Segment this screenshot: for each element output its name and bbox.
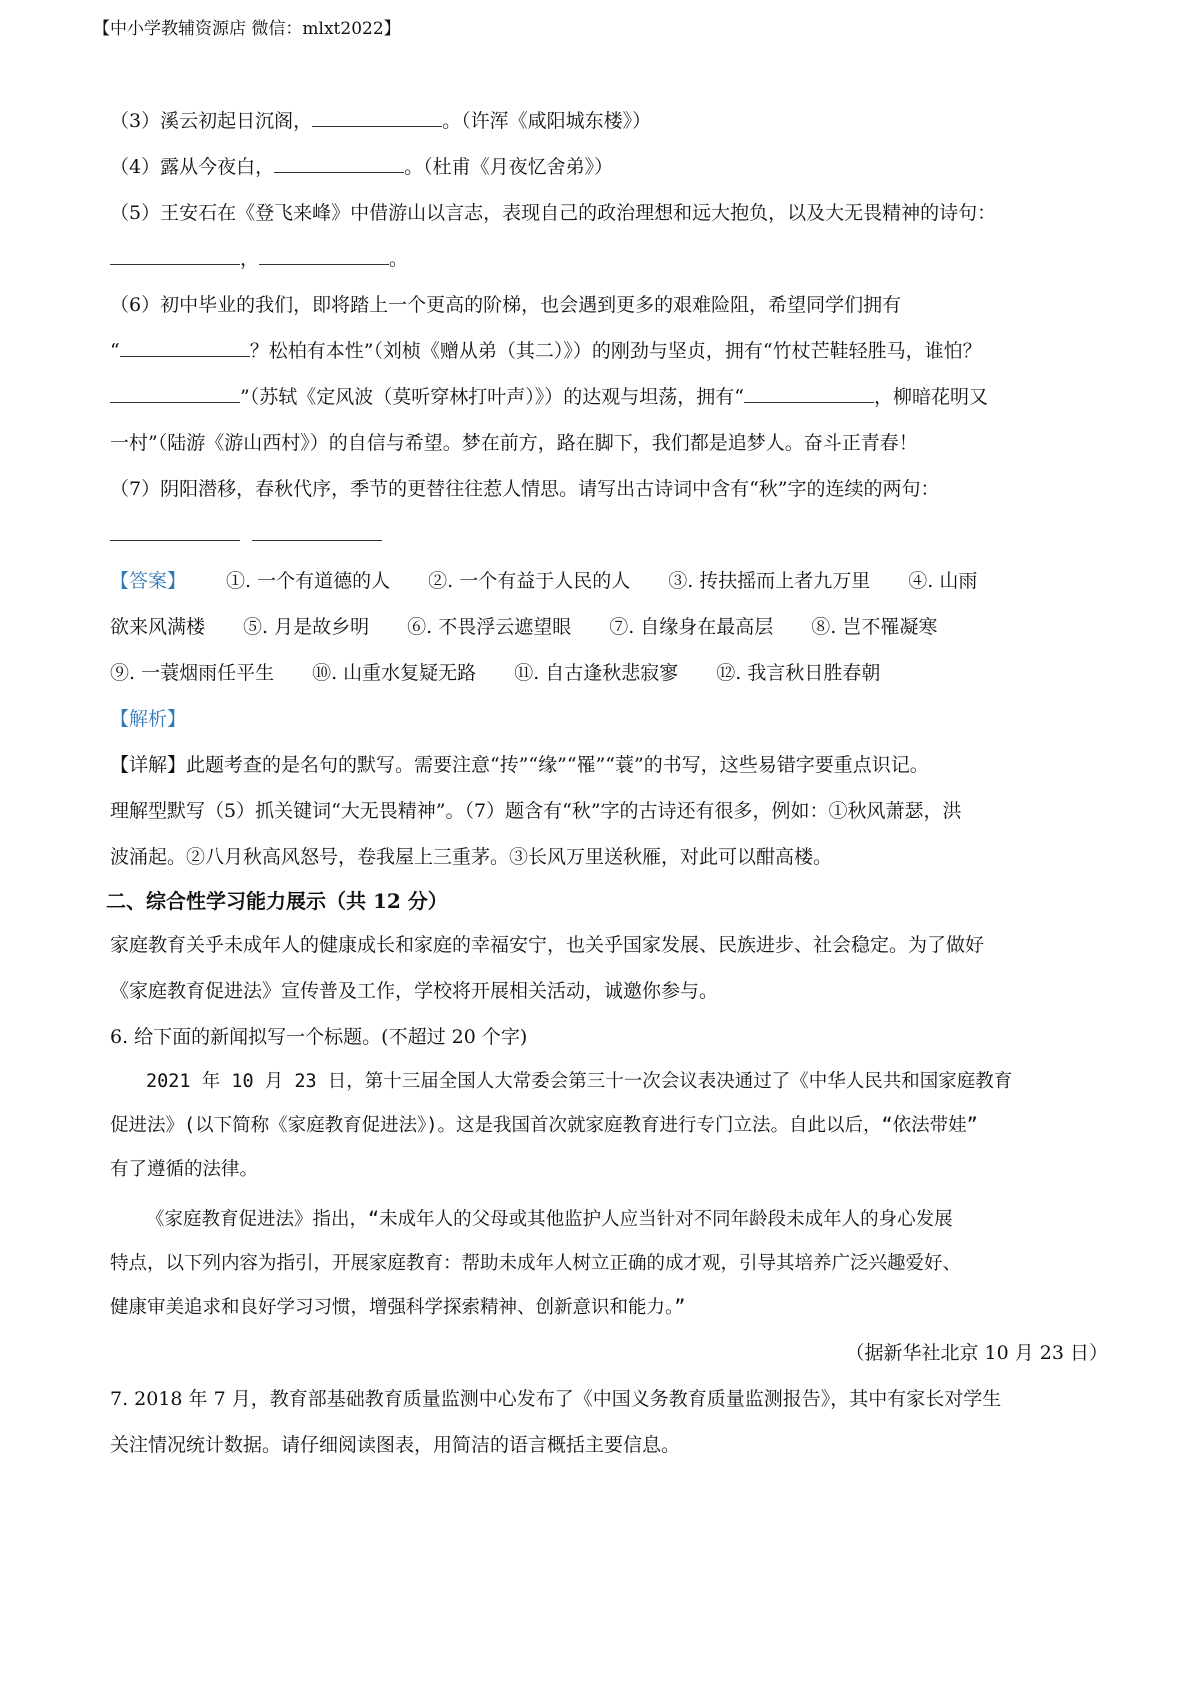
answer-blank (110, 242, 240, 265)
question-7-task-line2: 关注情况统计数据。请仔细阅读图表，用简洁的语言概括主要信息。 (110, 1434, 681, 1456)
news-source: （据新华社北京 10 月 23 日） (845, 1342, 1108, 1364)
answer-label: 【答案】 (110, 570, 187, 592)
question-6-line3: ”（苏轼《定风波（莫听穿林打叶声）》）的达观与坦荡，拥有“ ，柳暗花明又 (110, 374, 1110, 420)
question-5-blanks: ， 。 (110, 236, 1110, 282)
answer-blank (110, 518, 240, 541)
answer-blank (110, 380, 240, 403)
analysis-line3: 波涌起。②八月秋高风怒号，卷我屋上三重茅。③长风万里送秋雁，对此可以酣高楼。 (110, 846, 833, 868)
question-6-line4: 一村”（陆游《游山西村》）的自信与希望。梦在前方，路在脚下，我们都是追梦人。奋斗正青春！ (110, 432, 918, 454)
news-p1-line3: 有了遵循的法律。 (110, 1159, 259, 1180)
section-2-title: 二、综合性学习能力展示（共 12 分） (106, 889, 448, 913)
news-article (110, 1060, 1110, 1330)
answer-line2: 欲来风满楼 ⑤. 月是故乡明 ⑥. 不畏浮云遮望眼 ⑦. 自缘身在最高层 ⑧. 岂不罹凝寒 (110, 616, 938, 638)
section-2-intro2: 《家庭教育促进法》宣传普及工作，学校将开展相关活动，诚邀你参与。 (110, 980, 719, 1002)
answer-blank (312, 104, 442, 127)
section-2-intro1: 家庭教育关乎未成年人的健康成长和家庭的幸福安宁，也关乎国家发展、民族进步、社会稳定。为了做好 (110, 934, 985, 956)
answer-blank (120, 334, 250, 357)
answer-line3: ⑨. 一蓑烟雨任平生 ⑩. 山重水复疑无路 ⑪. 自古逢秋悲寂寥 ⑫. 我言秋日胜春朝 (110, 662, 881, 684)
question-3: （3）溪云初起日沉阁， 。（许浑《咸阳城东楼》） (110, 98, 1110, 144)
news-p2-line2: 特点，以下列内容为指引，开展家庭教育：帮助未成年人树立正确的成才观，引导其培养广泛兴趣爱好、 (110, 1253, 962, 1274)
page-header: 【中小学教辅资源店 微信：mlxt2022】 (93, 19, 401, 39)
document-body (106, 98, 1110, 1468)
analysis-label: 【解析】 (110, 708, 187, 730)
news-p1-line2: 促进法》(以下简称《家庭教育促进法》)。这是我国首次就家庭教育进行专门立法。自此以后，“依法带娃” (110, 1115, 978, 1136)
question-7-blanks (110, 512, 1110, 558)
answer-blank (744, 380, 874, 403)
answer-blank (274, 150, 404, 173)
question-4: （4）露从今夜白， 。（杜甫《月夜忆舍弟》） (110, 144, 1110, 190)
question-7: （7）阴阳潜移，春秋代序，季节的更替往往惹人情思。请写出古诗词中含有“秋”字的连续的两句： (110, 478, 940, 500)
answer-blank (259, 242, 389, 265)
question-5: （5）王安石在《登飞来峰》中借游山以言志，表现自己的政治理想和远大抱负，以及大无畏精神的诗句： (110, 202, 997, 224)
news-p2-line3: 健康审美追求和良好学习习惯，增强科学探索精神、创新意识和能力。” (110, 1297, 686, 1318)
analysis-label-line (110, 696, 1110, 742)
question-6-line1: （6）初中毕业的我们，即将踏上一个更高的阶梯，也会遇到更多的艰难险阻，希望同学们拥有 (110, 294, 902, 316)
analysis-line2: 理解型默写（5）抓关键词“大无畏精神”。（7）题含有“秋”字的古诗还有很多，例如：①秋风萧瑟，洪 (110, 800, 962, 822)
answer-line1: 【答案】 ①. 一个有道德的人 ②. 一个有益于人民的人 ③. 抟扶摇而上者九万里 ④. 山雨 (110, 570, 978, 592)
question-6-task: 6. 给下面的新闻拟写一个标题。(不超过 20 个字) (110, 1026, 528, 1048)
analysis-line1: 【详解】此题考查的是名句的默写。需要注意“抟”“缘”“罹”“蓑”的书写，这些易错字要重点识记。 (110, 754, 929, 776)
question-7-task-line1: 7. 2018 年 7 月，教育部基础教育质量监测中心发布了《中国义务教育质量监测报告》，其中有家长对学生 (110, 1388, 1002, 1410)
news-p1-line1: 2021 年 10 月 23 日，第十三届全国人大常委会第三十一次会议表决通过了《中华人民共和国家庭教育 (146, 1071, 1013, 1092)
news-p2-line1: 《家庭教育促进法》指出，“未成年人的父母或其他监护人应当针对不同年龄段未成年人的身心发展 (146, 1209, 953, 1230)
question-6-line2: “ ？松柏有本性”（刘桢《赠从弟（其二）》）的刚劲与坚贞，拥有“竹杖芒鞋轻胜马，谁怕？ (110, 328, 1110, 374)
answer-blank (252, 518, 382, 541)
